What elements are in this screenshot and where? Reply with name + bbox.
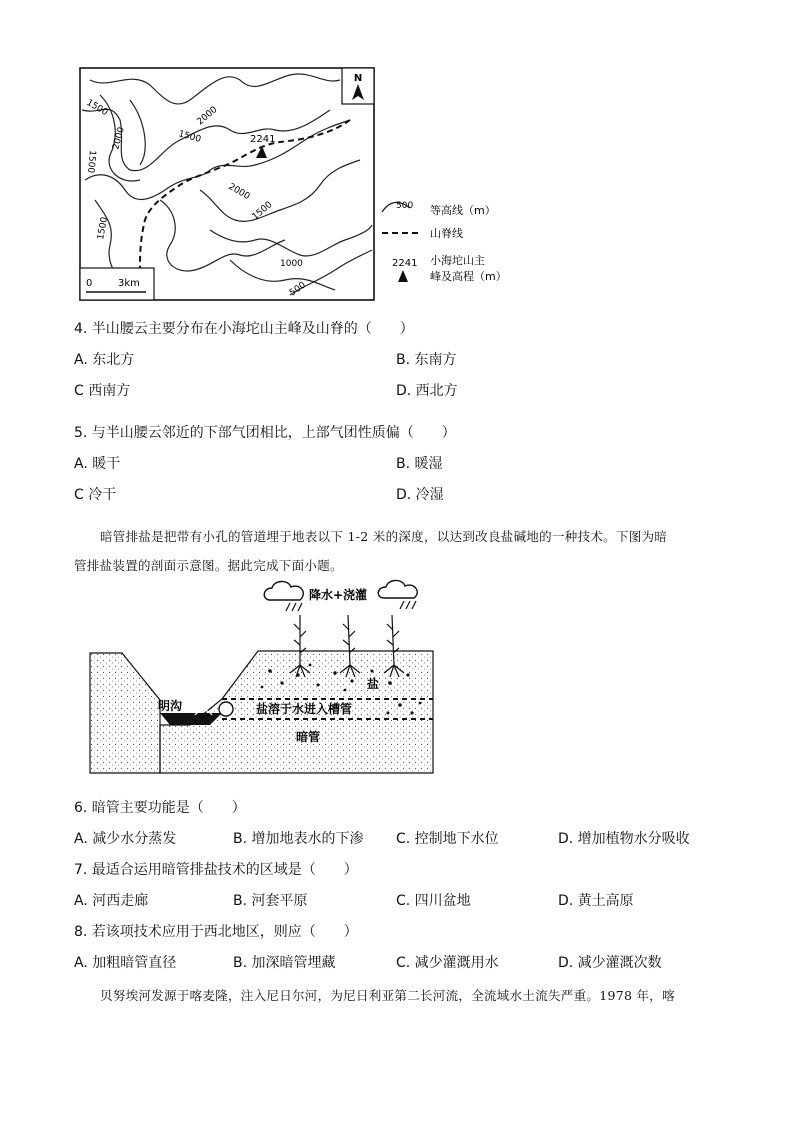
q6-option-d[interactable]: D. 增加植物水分吸收 [558, 831, 690, 847]
q8-option-b[interactable]: B. 加深暗管埋藏 [233, 955, 336, 971]
q5-option-a[interactable]: A. 暖干 [74, 456, 121, 472]
q6-option-a[interactable]: A. 减少水分蒸发 [74, 831, 177, 847]
svg-text:峰及高程（m）: 峰及高程（m） [430, 270, 507, 283]
svg-text:1500: 1500 [84, 97, 110, 119]
svg-text:1000: 1000 [280, 259, 303, 269]
svg-text:3km: 3km [118, 278, 140, 289]
passage2-line1: 贝努埃河发源于喀麦隆，注入尼日尔河，为尼日利亚第二长河流，全流域水土流失严重。1978 年，喀 [100, 988, 675, 1003]
q6-stem: 6. 暗管主要功能是（ ） [74, 800, 246, 816]
q8-option-d[interactable]: D. 减少灌溉次数 [558, 955, 662, 971]
salt-label: 盐 [367, 677, 380, 691]
q8-option-c[interactable]: C. 减少灌溉用水 [396, 955, 499, 971]
passage1-line1: 暗管排盐是把带有小孔的管道埋于地表以下 1-2 米的深度，以达到改良盐碱地的一种技术。下图为暗 [100, 529, 668, 544]
q5-option-b[interactable]: B. 暖湿 [396, 456, 443, 472]
pipe-label: 暗管 [296, 730, 321, 744]
svg-text:1500: 1500 [250, 199, 275, 223]
q6-option-b[interactable]: B. 增加地表水的下渗 [233, 831, 364, 847]
svg-text:山脊线: 山脊线 [430, 227, 463, 240]
svg-text:2000: 2000 [195, 104, 220, 128]
contour-map [0, 0, 794, 310]
q7-option-d[interactable]: D. 黄土高原 [558, 893, 634, 909]
svg-text:1500: 1500 [177, 129, 202, 145]
svg-text:1500: 1500 [85, 149, 97, 174]
q4-stem: 4. 半山腰云主要分布在小海坨山主峰及山脊的（ ） [74, 321, 414, 337]
svg-text:500: 500 [396, 201, 414, 211]
q7-option-c[interactable]: C. 四川盆地 [396, 893, 471, 909]
q4-option-a[interactable]: A. 东北方 [74, 352, 135, 368]
q8-stem: 8. 若该项技术应用于西北地区，则应（ ） [74, 924, 358, 940]
svg-text:2000: 2000 [226, 181, 252, 203]
passage1-line2: 管排盐装置的剖面示意图。据此完成下面小题。 [74, 558, 343, 573]
ditch-label: 明沟 [158, 699, 183, 713]
q5-option-d[interactable]: D. 冷湿 [396, 487, 444, 503]
svg-text:0: 0 [86, 278, 93, 289]
svg-text:等高线（m）: 等高线（m） [430, 204, 496, 217]
q7-stem: 7. 最适合运用暗管排盐技术的区域是（ ） [74, 862, 358, 878]
dissolve-label: 盐溶于水进入槽管 [256, 702, 353, 716]
q5-stem: 5. 与半山腰云邻近的下部气团相比，上部气团性质偏（ ） [74, 425, 456, 441]
legend-peak-icon [398, 270, 408, 282]
svg-text:1500: 1500 [96, 216, 110, 241]
svg-text:小海坨山主: 小海坨山主 [430, 254, 485, 267]
q7-option-b[interactable]: B. 河套平原 [233, 893, 308, 909]
cloud-icon-right [378, 580, 417, 609]
north-label: N [353, 73, 363, 84]
q4-option-b[interactable]: B. 东南方 [396, 352, 457, 368]
svg-text:2000: 2000 [111, 126, 127, 151]
q7-option-a[interactable]: A. 河西走廊 [74, 893, 149, 909]
q4-option-c[interactable]: C 西南方 [74, 383, 131, 399]
pipe-outlet [219, 702, 233, 716]
q8-option-a[interactable]: A. 加粗暗管直径 [74, 955, 177, 971]
rain-label: 降水+浇灌 [309, 588, 368, 602]
cloud-icon-left [264, 581, 303, 611]
q4-option-d[interactable]: D. 西北方 [396, 383, 458, 399]
map-frame [80, 68, 374, 300]
q5-option-c[interactable]: C 冷干 [74, 487, 117, 503]
svg-text:500: 500 [287, 280, 308, 299]
peak-elev-label: 2241 [250, 134, 276, 145]
svg-text:2241: 2241 [392, 258, 418, 269]
q6-option-c[interactable]: C. 控制地下水位 [396, 831, 499, 847]
drainage-diagram [0, 575, 794, 780]
